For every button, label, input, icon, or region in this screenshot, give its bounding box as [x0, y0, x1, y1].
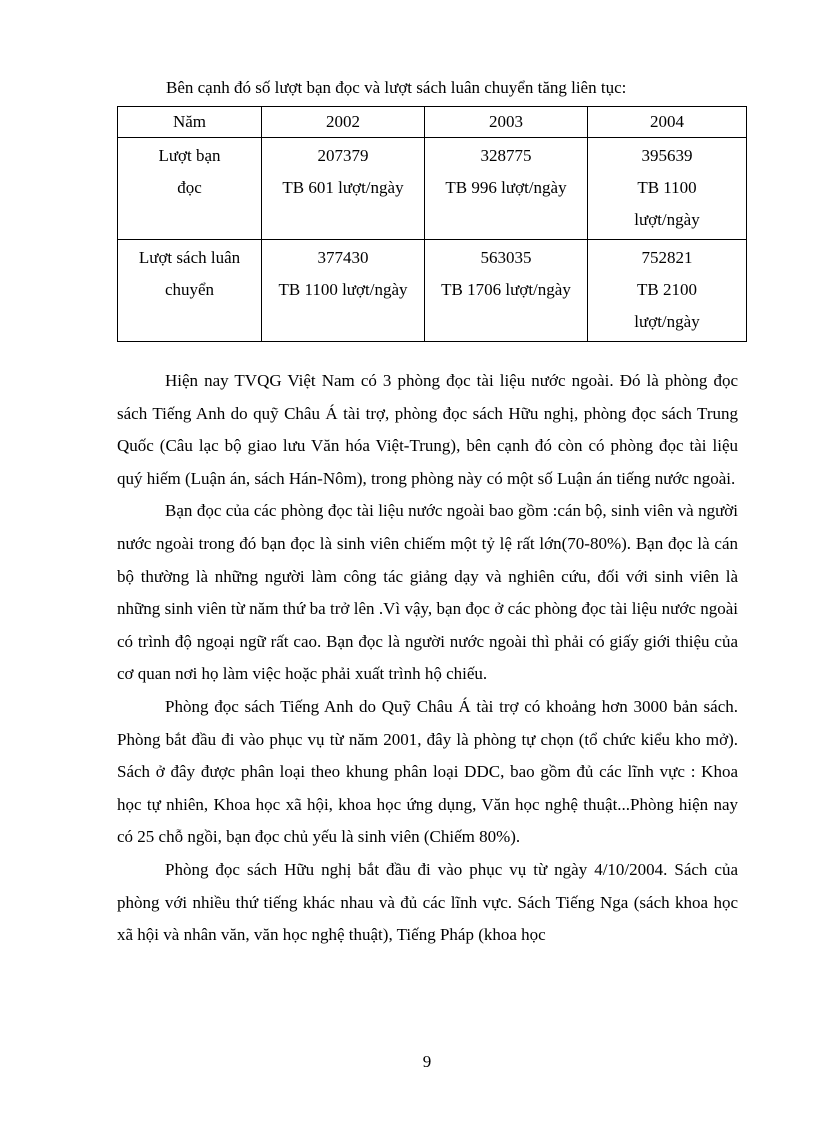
table-cell — [588, 138, 747, 240]
paragraph: Bạn đọc của các phòng đọc tài liệu nước ngoài bao gồm :cán bộ, sinh viên và người nước ngoài trong đó bạn đọc là sinh viên chiếm một tỷ lệ rất lớn(70-80%). Bạn đọc là cán bộ thường là những người làm công tác giảng dạy và nghiên cứu, đối với sinh viên là những sinh viên từ năm thứ ba trở lên .Vì vậy, bạn đọc ở các phòng đọc tài liệu nước ngoài có trình độ ngoại ngữ rất cao. Bạn đọc là người nước ngoài thì phải có giấy giới thiệu của cơ quan nơi họ làm việc hoặc phải xuất trình hộ chiếu. — [117, 501, 738, 684]
table-cell — [425, 240, 588, 342]
cell-average: TB 1706 lượt/ngày — [441, 280, 571, 299]
cell-average-unit: lượt/ngày — [634, 210, 700, 229]
table-header-row — [118, 107, 747, 138]
table-row — [118, 138, 747, 240]
cell-total: 563035 — [480, 248, 532, 267]
cell-total: 395639 — [641, 146, 693, 165]
row-label-line: đọc — [177, 178, 202, 197]
cell-average: TB 1100 lượt/ngày — [278, 280, 408, 299]
table-cell — [425, 138, 588, 240]
row-label-line: Lượt sách luân — [138, 248, 241, 267]
table-intro: Bên cạnh đó số lượt bạn đọc và lượt sách luân chuyển tăng liên tục: — [166, 78, 627, 97]
header-2002: 2002 — [262, 107, 425, 138]
row-label-readers — [118, 138, 262, 240]
cell-average: TB 1100 — [637, 178, 697, 197]
table-cell — [262, 240, 425, 342]
row-label-circulation — [118, 240, 262, 342]
table-cell — [262, 138, 425, 240]
header-2003: 2003 — [425, 107, 588, 138]
table-row — [118, 240, 747, 342]
header-2004: 2004 — [588, 107, 747, 138]
body-text — [117, 365, 738, 952]
cell-total: 752821 — [641, 248, 693, 267]
cell-average: TB 2100 — [637, 280, 697, 299]
paragraph: Phòng đọc sách Hữu nghị bắt đầu đi vào phục vụ từ ngày 4/10/2004. Sách của phòng với nhiều thứ tiếng khác nhau và đủ các lĩnh vực. Sách Tiếng Nga (sách khoa học xã hội và nhân văn, văn học nghệ thuật), Tiếng Pháp (khoa học — [117, 859, 738, 945]
cell-total: 207379 — [317, 146, 369, 165]
paragraph: Hiện nay TVQG Việt Nam có 3 phòng đọc tài liệu nước ngoài. Đó là phòng đọc sách Tiếng Anh do quỹ Châu Á tài trợ, phòng đọc sách Hữu nghị, phòng đọc sách Trung Quốc (Câu lạc bộ giao lưu Văn hóa Việt-Trung), bên cạnh đó còn có phòng đọc tài liệu quý hiếm (Luận án, sách Hán-Nôm), trong phòng này có một số Luận án tiếng nước ngoài. — [117, 371, 738, 488]
page-number: 9 — [422, 1052, 432, 1071]
cell-average-unit: lượt/ngày — [634, 312, 700, 331]
paragraph: Phòng đọc sách Tiếng Anh do Quỹ Châu Á tài trợ có khoảng hơn 3000 bản sách. Phòng bắt đầu đi vào phục vụ từ năm 2001, đây là phòng tự chọn (tổ chức kiểu kho mở). Sách ở đây được phân loại theo khung phân loại DDC, bao gồm đủ các lĩnh vực : Khoa học tự nhiên, Khoa học xã hội, khoa học ứng dụng, Văn học nghệ thuật...Phòng hiện nay có 25 chỗ ngồi, bạn đọc chủ yếu là sinh viên (Chiếm 80%). — [117, 696, 738, 847]
statistics-table — [117, 106, 747, 342]
cell-total: 377430 — [317, 248, 369, 267]
table-cell — [588, 240, 747, 342]
row-label-line: Lượt bạn — [158, 146, 221, 165]
header-year: Năm — [118, 107, 262, 138]
cell-average: TB 996 lượt/ngày — [445, 178, 567, 197]
row-label-line: chuyển — [164, 280, 215, 299]
cell-average: TB 601 lượt/ngày — [282, 178, 404, 197]
cell-total: 328775 — [480, 146, 532, 165]
